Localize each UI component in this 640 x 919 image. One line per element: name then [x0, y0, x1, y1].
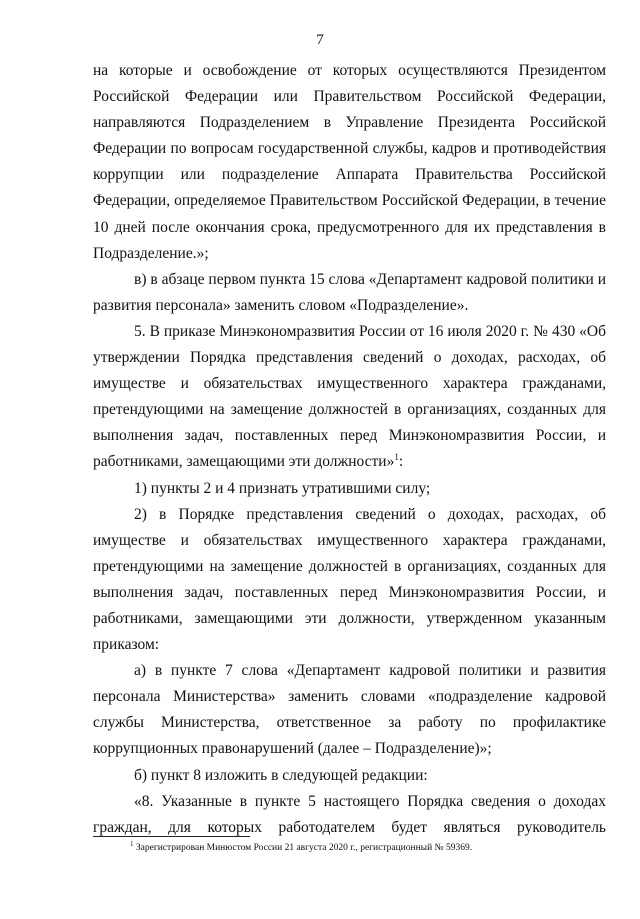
paragraph-8: «8. Указанные в пункте 5 настоящего Порядка сведения о доходах граждан, для которых работодателем будет являться руководитель — [93, 792, 606, 836]
paragraph-6: а) в пункте 7 слова «Департамент кадровой политики и развития персонала Министерства» заменить словами «подразделение кадровой службы Министерства, ответственное за работу по профилактике коррупционных правонарушений (далее – Подразделение)»; — [93, 662, 606, 758]
paragraph-7: б) пункт 8 изложить в следующей редакции: — [134, 766, 428, 784]
footnote-marker: 1 — [130, 839, 134, 848]
page-number: 7 — [316, 32, 324, 48]
footnote-separator — [93, 836, 250, 837]
footnote-reference[interactable]: 1 — [394, 452, 399, 463]
paragraph-5: 2) в Порядке представления сведений о доходах, расходах, об имуществе и обязательствах имущественного характера гражданами, претендующими на замещение должностей в организациях, созданных для выполнения задач, поставленных перед Минэкономразвития России, и работниками, замещающими эти должности, утвержденном указанным приказом: — [93, 505, 606, 654]
footnote-text: Зарегистрирован Минюстом России 21 августа 2020 г., регистрационный № 59369. — [133, 843, 473, 853]
paragraph-3: 5. В приказе Минэкономразвития России от 16 июля 2020 г. № 430 «Об утверждении Порядка представления сведений о доходах, расходах, об имуществе и обязательствах имущественного характера гражданами, претендующими на замещение должностей в организациях, созданных для выполнения задач, поставленных перед Минэкономразвития России, и работниками, замещающими эти должности»$^1$: — [93, 322, 606, 471]
paragraph-4: 1) пункты 2 и 4 признать утратившими силу; — [134, 479, 431, 497]
footnote — [130, 839, 610, 855]
document-body — [93, 58, 606, 841]
paragraph-1: на которые и освобождение от которых осуществляются Президентом Российской Федерации или Правительством Российской Федерации, направляются Подразделением в Управление Президента Российской Федерации по вопросам государственной службы, кадров и противодействия коррупции или подразделение Аппарата Правительства Российской Федерации, определяемое Правительством Российской Федерации, в течение 10 дней после окончания срока, предусмотренного для их представления в Подразделение.»; — [93, 62, 606, 262]
paragraph-2: в) в абзаце первом пункта 15 слова «Департамент кадровой политики и развития персонала» заменить словом «Подразделение». — [93, 270, 606, 314]
